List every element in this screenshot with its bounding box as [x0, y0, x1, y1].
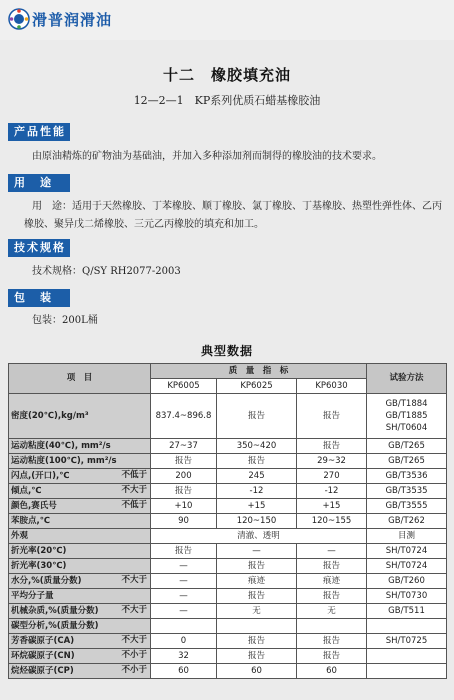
row-label-text: 倾点,℃ — [11, 485, 42, 496]
brand-name: 滑普润滑油 — [32, 11, 113, 29]
section-heading-performance: 产品性能 — [8, 123, 70, 141]
row-label-text: 烷烃碳原子(CP) — [11, 665, 74, 676]
row-value: 60 — [297, 664, 367, 679]
row-condition: 不大于 — [121, 605, 147, 615]
row-value: 痕迹 — [297, 574, 367, 589]
row-label-text: 水分,%(质量分数) — [11, 575, 82, 586]
section-heading-spec: 技术规格 — [8, 239, 70, 257]
row-condition: 不低于 — [121, 500, 147, 510]
row-label-text: 闪点,(开口),℃ — [11, 470, 70, 481]
row-value: 无 — [297, 604, 367, 619]
page-subtitle: 12—2—1 KP系列优质石蜡基橡胶油 — [133, 94, 321, 107]
row-value: 痕迹 — [217, 574, 297, 589]
row-label — [9, 589, 151, 604]
row-label — [9, 484, 151, 499]
row-value: 无 — [217, 604, 297, 619]
table-row — [9, 499, 447, 514]
row-test-method: 目测 — [367, 529, 447, 544]
row-test-method: GB/T511 — [367, 604, 447, 619]
table-row — [9, 649, 447, 664]
table-row — [9, 514, 447, 529]
row-value: 90 — [151, 514, 217, 529]
row-value: 120~155 — [297, 514, 367, 529]
table-row — [9, 664, 447, 679]
col-header-grade: KP6025 — [217, 379, 297, 394]
row-value: — — [151, 574, 217, 589]
brand-logo-icon — [8, 8, 30, 30]
row-test-method: GB/T3535 — [367, 484, 447, 499]
row-value: 报告 — [297, 439, 367, 454]
table-row — [9, 394, 447, 439]
row-label — [9, 649, 151, 664]
row-condition: 不低于 — [121, 470, 147, 480]
page-title: 十二 橡胶填充油 — [162, 66, 291, 84]
section-text-packaging: 包装：200L桶 — [32, 315, 98, 326]
table-row — [9, 604, 447, 619]
row-label-text: 运动粘度(100℃), mm²/s — [11, 455, 117, 466]
table-row — [9, 529, 447, 544]
table-row — [9, 484, 447, 499]
table-row — [9, 469, 447, 484]
row-test-method: GB/T262 — [367, 514, 447, 529]
row-test-method — [367, 664, 447, 679]
table-row — [9, 619, 447, 634]
section-text-usage: 用 途：适用于天然橡胶、丁苯橡胶、顺丁橡胶、氯丁橡胶、丁基橡胶、热塑性弹性体、乙丙 — [32, 201, 442, 212]
col-header-grade: KP6030 — [297, 379, 367, 394]
row-label-text: 苯胺点,℃ — [11, 515, 51, 526]
row-condition: 不大于 — [121, 485, 147, 495]
row-test-method: GB/T1884 GB/T1885 SH/T0604 — [367, 394, 447, 439]
col-header-grade: KP6005 — [151, 379, 217, 394]
row-label — [9, 544, 151, 559]
row-label — [9, 514, 151, 529]
row-value — [151, 619, 217, 634]
row-label-text: 外观 — [11, 530, 29, 541]
row-condition: 不小于 — [121, 650, 147, 660]
row-label-text: 颜色,赛氏号 — [11, 500, 57, 511]
row-value: 350~420 — [217, 439, 297, 454]
row-label — [9, 664, 151, 679]
section-heading-packaging: 包 装 — [8, 289, 70, 307]
row-value: 120~150 — [217, 514, 297, 529]
row-condition: 不小于 — [121, 665, 147, 675]
row-value: — — [217, 544, 297, 559]
row-label-text: 折光率(30℃) — [11, 560, 67, 571]
row-test-method: GB/T3536 — [367, 469, 447, 484]
row-value: 报告 — [151, 484, 217, 499]
row-value: 27~37 — [151, 439, 217, 454]
row-test-method: SH/T0724 — [367, 559, 447, 574]
row-label — [9, 394, 151, 439]
row-value: 报告 — [217, 589, 297, 604]
row-value — [297, 619, 367, 634]
section-heading-usage: 用 途 — [8, 174, 70, 192]
row-value: 60 — [217, 664, 297, 679]
row-value: 报告 — [297, 589, 367, 604]
row-value: 报告 — [217, 454, 297, 469]
row-value: 报告 — [217, 649, 297, 664]
col-header-method: 试验方法 — [367, 364, 447, 394]
row-value: 60 — [151, 664, 217, 679]
col-header-quality: 质 量 指 标 — [151, 364, 367, 379]
spec-table-body — [9, 394, 447, 679]
row-value: 报告 — [151, 454, 217, 469]
row-test-method — [367, 619, 447, 634]
row-value: — — [151, 589, 217, 604]
row-label-text: 密度(20℃),kg/m³ — [11, 410, 89, 421]
row-value: — — [151, 604, 217, 619]
row-value: 报告 — [297, 649, 367, 664]
row-test-method: GB/T260 — [367, 574, 447, 589]
row-value: +15 — [217, 499, 297, 514]
row-label-text: 碳型分析,%(质量分数) — [11, 620, 99, 631]
row-value: 837.4~896.8 — [151, 394, 217, 439]
row-test-method: SH/T0724 — [367, 544, 447, 559]
table-row — [9, 589, 447, 604]
table-row — [9, 634, 447, 649]
page-header — [0, 0, 454, 40]
row-label — [9, 499, 151, 514]
row-label — [9, 604, 151, 619]
col-header-item: 项 目 — [9, 364, 151, 394]
row-value: 270 — [297, 469, 367, 484]
row-value: -12 — [217, 484, 297, 499]
spec-table — [8, 363, 447, 679]
row-value: — — [297, 544, 367, 559]
row-label — [9, 574, 151, 589]
row-test-method: SH/T0725 — [367, 634, 447, 649]
table-row — [9, 559, 447, 574]
row-value: 报告 — [217, 634, 297, 649]
table-row — [9, 454, 447, 469]
row-value: 报告 — [297, 559, 367, 574]
row-value: -12 — [297, 484, 367, 499]
row-value: 报告 — [297, 394, 367, 439]
row-value: 清澈、透明 — [151, 529, 367, 544]
table-row — [9, 439, 447, 454]
table-row — [9, 544, 447, 559]
section-text-usage-cont: 橡胶、聚异戊二烯橡胶、三元乙丙橡胶的填充和加工。 — [24, 219, 264, 230]
row-value: 0 — [151, 634, 217, 649]
row-value: 报告 — [151, 544, 217, 559]
row-label-text: 运动粘度(40℃), mm²/s — [11, 440, 111, 451]
row-label-text: 环烷碳原子(CN) — [11, 650, 75, 661]
row-value: +10 — [151, 499, 217, 514]
section-text-performance: 由原油精炼的矿物油为基础油，并加入多种添加剂而制得的橡胶油的技术要求。 — [32, 151, 382, 162]
row-value: 32 — [151, 649, 217, 664]
row-label — [9, 454, 151, 469]
row-label-text: 机械杂质,%(质量分数) — [11, 605, 99, 616]
table-title: 典型数据 — [200, 344, 253, 358]
row-test-method: SH/T0730 — [367, 589, 447, 604]
table-row — [9, 574, 447, 589]
row-label — [9, 439, 151, 454]
row-label — [9, 559, 151, 574]
row-value: — — [151, 559, 217, 574]
row-label-text: 平均分子量 — [11, 590, 54, 601]
row-label — [9, 619, 151, 634]
row-label-text: 折光率(20℃) — [11, 545, 67, 556]
row-value: +15 — [297, 499, 367, 514]
row-value: 245 — [217, 469, 297, 484]
row-condition: 不大于 — [121, 635, 147, 645]
row-label-text: 芳香碳原子(CA) — [11, 635, 75, 646]
row-label — [9, 634, 151, 649]
row-test-method: GB/T265 — [367, 439, 447, 454]
row-value — [217, 619, 297, 634]
row-label — [9, 469, 151, 484]
row-test-method — [367, 649, 447, 664]
row-value: 报告 — [217, 559, 297, 574]
row-value: 29~32 — [297, 454, 367, 469]
row-value: 200 — [151, 469, 217, 484]
row-test-method: GB/T265 — [367, 454, 447, 469]
section-text-spec: 技术规格：Q/SY RH2077-2003 — [32, 266, 181, 277]
row-value: 报告 — [217, 394, 297, 439]
row-test-method: GB/T3555 — [367, 499, 447, 514]
row-label — [9, 529, 151, 544]
row-condition: 不大于 — [121, 575, 147, 585]
row-value: 报告 — [297, 634, 367, 649]
